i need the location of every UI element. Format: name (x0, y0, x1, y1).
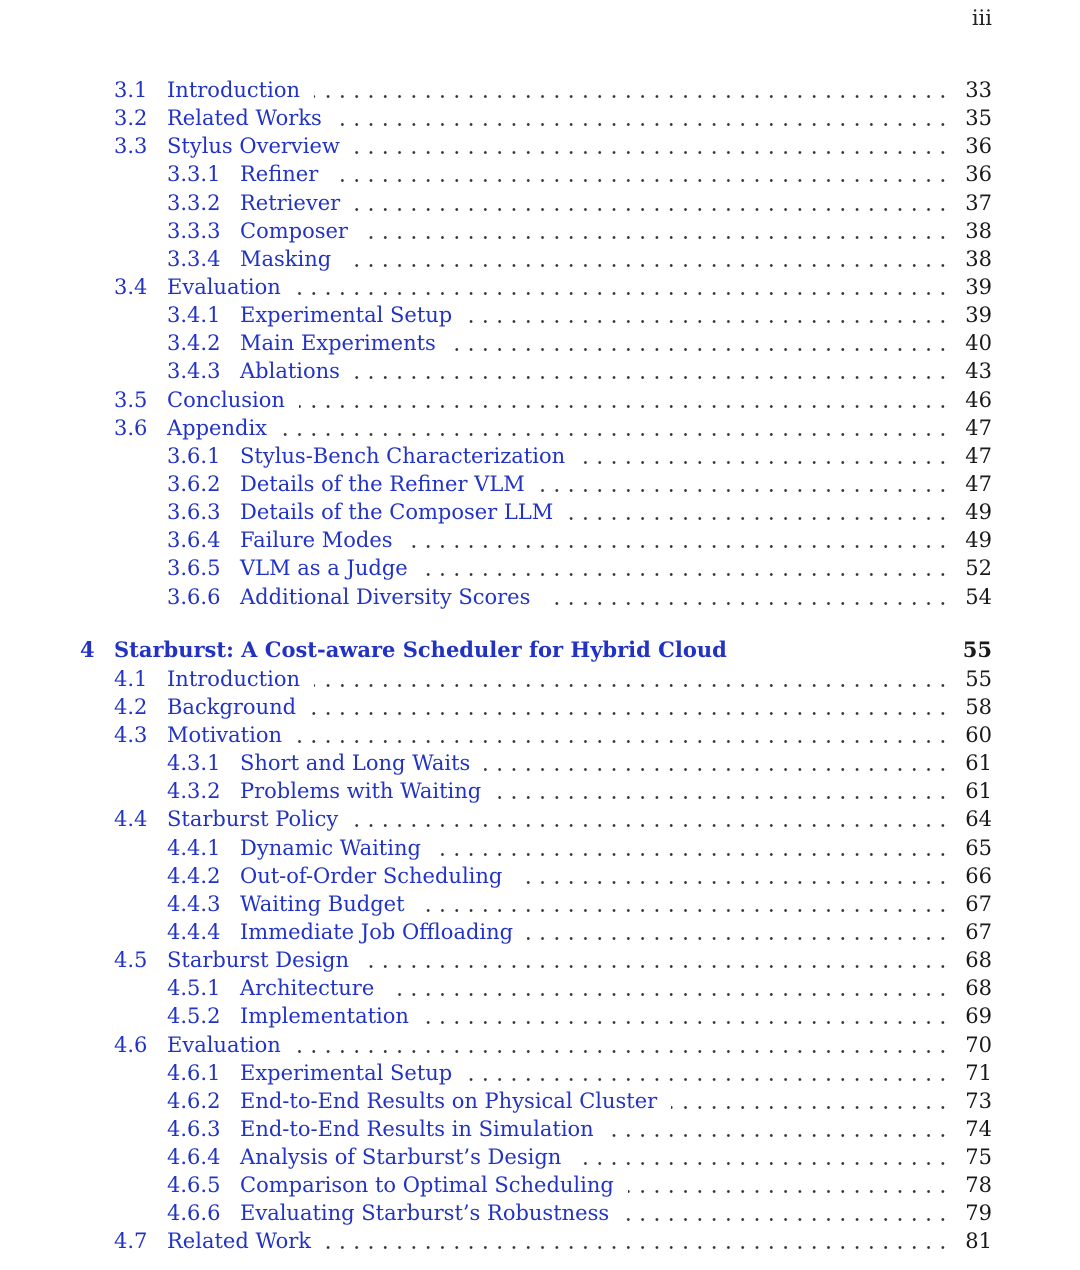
dot-leader (325, 1246, 950, 1249)
toc-entry-title[interactable]: Stylus-Bench Characterization (240, 443, 566, 468)
toc-entry-page: 69 (965, 1004, 992, 1029)
toc-entry-page: 60 (965, 722, 992, 747)
toc-entry-subsection[interactable] (0, 1171, 1080, 1199)
toc-entry-subsection[interactable] (0, 245, 1080, 273)
toc-entry-section[interactable] (0, 693, 1080, 721)
dot-leader (336, 123, 950, 126)
toc-entry-section[interactable] (0, 665, 1080, 693)
toc-entry-title[interactable]: Implementation (240, 1004, 409, 1029)
toc-entry-section[interactable] (0, 721, 1080, 749)
toc-entry-page: 47 (965, 443, 992, 468)
toc-entry-title[interactable]: Introduction (167, 666, 300, 691)
toc-entry-section[interactable] (0, 76, 1080, 104)
toc-entry-page: 73 (965, 1088, 992, 1113)
toc-entry-page: 67 (965, 919, 992, 944)
dot-leader (296, 740, 950, 743)
toc-entry-title[interactable]: Additional Diversity Scores (240, 584, 531, 609)
dot-leader (628, 1190, 950, 1193)
toc-entry-number[interactable]: 3.6 (114, 415, 148, 440)
toc-entry-page: 43 (965, 359, 992, 384)
dot-leader (354, 376, 950, 379)
toc-entry-page: 52 (965, 556, 992, 581)
toc-entry-page: 47 (965, 415, 992, 440)
toc-entry-title[interactable]: Immediate Job Offloading (240, 919, 514, 944)
toc-entry-title[interactable]: Starburst Policy (167, 807, 339, 832)
toc-entry-page: 79 (965, 1201, 992, 1226)
toc-entry-page: 37 (965, 190, 992, 215)
toc-entry-number[interactable]: 4.5.2 (167, 1004, 221, 1029)
dot-leader (295, 292, 950, 295)
toc-entry-page: 40 (965, 331, 992, 356)
toc-entry-title[interactable]: Out-of-Order Scheduling (240, 863, 503, 888)
toc-entry-page: 54 (965, 584, 992, 609)
toc-entry-section[interactable] (0, 946, 1080, 974)
toc-entry-chapter[interactable] (0, 635, 1080, 665)
toc-entry-number[interactable]: 4.3 (114, 722, 148, 747)
toc-entry-page: 64 (965, 807, 992, 832)
toc-entry-number[interactable]: 4.1 (114, 666, 148, 691)
toc-entry-subsection[interactable] (0, 862, 1080, 890)
toc-entry-subsection[interactable] (0, 526, 1080, 554)
dot-leader (539, 489, 950, 492)
toc-entry-title[interactable]: Failure Modes (240, 528, 393, 553)
toc-entry-subsection[interactable] (0, 834, 1080, 862)
toc-entry-title[interactable]: End-to-End Results in Simulation (240, 1116, 594, 1141)
toc-entry-number[interactable]: 3.4.3 (167, 359, 221, 384)
dot-leader (299, 405, 950, 408)
toc-entry-number[interactable]: 3.6.2 (167, 471, 221, 496)
dot-leader (407, 545, 950, 548)
dot-leader (362, 236, 950, 239)
toc-entry-title[interactable]: Main Experiments (240, 331, 436, 356)
dot-leader (314, 684, 950, 687)
toc-entry-number[interactable]: 4 (80, 636, 95, 662)
toc-entry-page: 61 (965, 779, 992, 804)
toc-entry-number[interactable]: 4.2 (114, 694, 148, 719)
toc-entry-title[interactable]: Masking (240, 246, 332, 271)
toc-entry-subsection[interactable] (0, 1087, 1080, 1115)
toc-entry-number[interactable]: 4.6.1 (167, 1060, 221, 1085)
table-of-contents (0, 76, 1080, 1256)
toc-entry-subsection[interactable] (0, 470, 1080, 498)
toc-entry-page: 38 (965, 218, 992, 243)
toc-entry-number[interactable]: 4.5 (114, 948, 148, 973)
toc-entry-title[interactable]: Evaluation (167, 1032, 281, 1057)
toc-entry-page: 47 (965, 471, 992, 496)
dot-leader (579, 461, 950, 464)
dot-leader (354, 208, 950, 211)
toc-entry-number[interactable]: 4.6.2 (167, 1088, 221, 1113)
toc-entry-page: 65 (965, 835, 992, 860)
dot-leader (516, 881, 950, 884)
page-number: iii (971, 6, 992, 30)
dot-leader (281, 433, 950, 436)
dot-leader (466, 1078, 950, 1081)
toc-entry-title[interactable]: Introduction (167, 78, 300, 102)
dot-leader (575, 1162, 950, 1165)
toc-entry-page: 78 (965, 1173, 992, 1198)
toc-entry-page: 81 (965, 1229, 992, 1254)
toc-entry-number[interactable]: 3.3 (114, 134, 148, 159)
toc-entry-subsection[interactable] (0, 160, 1080, 188)
toc-entry-number[interactable]: 4.4.4 (167, 919, 221, 944)
toc-entry-title[interactable]: Stylus Overview (167, 134, 340, 159)
toc-entry-subsection[interactable] (0, 749, 1080, 777)
toc-entry-number[interactable]: 3.6.4 (167, 528, 221, 553)
dot-leader (352, 824, 950, 827)
toc-entry-title[interactable]: Comparison to Optimal Scheduling (240, 1173, 614, 1198)
toc-entry-title[interactable]: End-to-End Results on Physical Cluster (240, 1088, 658, 1113)
toc-entry-title[interactable]: Retriever (240, 190, 341, 215)
toc-entry-number[interactable]: 3.5 (114, 387, 148, 412)
toc-entry-title[interactable]: Analysis of Starburst’s Design (240, 1145, 562, 1170)
dot-leader (608, 1134, 950, 1137)
toc-entry-page: 35 (965, 106, 992, 131)
dot-leader (435, 853, 950, 856)
dot-leader (423, 1021, 950, 1024)
toc-entry-page: 49 (965, 528, 992, 553)
dot-leader (310, 712, 950, 715)
toc-entry-title[interactable]: Experimental Setup (240, 303, 453, 328)
dot-leader (671, 1106, 950, 1109)
toc-entry-title[interactable]: Refiner (240, 162, 319, 187)
toc-entry-number[interactable]: 4.4 (114, 807, 148, 832)
toc-entry-page: 33 (965, 78, 992, 102)
toc-entry-number[interactable]: 3.3.4 (167, 246, 221, 271)
toc-entry-title[interactable]: Details of the Composer LLM (240, 500, 554, 525)
toc-entry-section[interactable] (0, 104, 1080, 132)
toc-entry-number[interactable]: 3.3.2 (167, 190, 221, 215)
toc-entry-page: 55 (965, 666, 992, 691)
toc-entry-number[interactable]: 3.2 (114, 106, 148, 131)
toc-entry-page: 58 (965, 694, 992, 719)
toc-entry-title[interactable]: Related Works (167, 106, 322, 131)
toc-entry-number[interactable]: 4.3.1 (167, 751, 221, 776)
toc-entry-section[interactable] (0, 805, 1080, 833)
toc-entry-section[interactable] (0, 1031, 1080, 1059)
toc-entry-number[interactable]: 3.4 (114, 274, 148, 299)
toc-entry-page: 36 (965, 162, 992, 187)
toc-entry-title[interactable]: Architecture (240, 976, 375, 1001)
toc-entry-title[interactable]: Dynamic Waiting (240, 835, 421, 860)
toc-entry-number[interactable]: 4.6.4 (167, 1145, 221, 1170)
toc-entry-page: 61 (965, 751, 992, 776)
toc-entry-number[interactable]: 4.6 (114, 1032, 148, 1057)
toc-entry-number[interactable]: 3.6.6 (167, 584, 221, 609)
toc-entry-section[interactable] (0, 132, 1080, 160)
toc-entry-section[interactable] (0, 1227, 1080, 1255)
toc-entry-number[interactable]: 4.4.1 (167, 835, 221, 860)
chapter-gap (0, 611, 1080, 635)
toc-entry-page: 71 (965, 1060, 992, 1085)
toc-entry-title[interactable]: Starburst: A Cost-aware Scheduler for Hybrid Cloud (114, 636, 727, 662)
toc-entry-page: 70 (965, 1032, 992, 1057)
toc-entry-number[interactable]: 4.4.3 (167, 891, 221, 916)
dot-leader (295, 1050, 950, 1053)
toc-entry-page: 38 (965, 246, 992, 271)
dot-leader (544, 602, 950, 605)
dot-leader (363, 965, 950, 968)
dot-leader (484, 768, 950, 771)
toc-entry-number[interactable]: 4.6.5 (167, 1173, 221, 1198)
toc-entry-number[interactable]: 3.6.1 (167, 443, 221, 468)
toc-entry-title[interactable]: Evaluation (167, 274, 281, 299)
toc-entry-page: 68 (965, 948, 992, 973)
toc-entry-page: 67 (965, 891, 992, 916)
toc-entry-title[interactable]: Short and Long Waits (240, 751, 471, 776)
toc-entry-number[interactable]: 3.1 (114, 78, 148, 102)
toc-entry-number[interactable]: 3.4.2 (167, 331, 221, 356)
toc-entry-subsection[interactable] (0, 554, 1080, 582)
toc-entry-title[interactable]: Problems with Waiting (240, 779, 482, 804)
toc-entry-subsection[interactable] (0, 583, 1080, 611)
dot-leader (332, 179, 950, 182)
toc-entry-title[interactable]: Conclusion (167, 387, 285, 412)
toc-entry-page: 46 (965, 387, 992, 412)
toc-entry-subsection[interactable] (0, 498, 1080, 526)
toc-entry-section[interactable] (0, 273, 1080, 301)
toc-entry-subsection[interactable] (0, 974, 1080, 1002)
toc-entry-page: 39 (965, 303, 992, 328)
toc-entry-page: 36 (965, 134, 992, 159)
toc-entry-subsection[interactable] (0, 918, 1080, 946)
toc-entry-title[interactable]: Background (167, 694, 297, 719)
toc-entry-number[interactable]: 3.6.5 (167, 556, 221, 581)
toc-entry-title[interactable]: Starburst Design (167, 948, 350, 973)
dot-leader (527, 937, 950, 940)
toc-entry-number[interactable]: 3.6.3 (167, 500, 221, 525)
dot-leader (450, 348, 950, 351)
toc-entry-number[interactable]: 4.6.3 (167, 1116, 221, 1141)
toc-entry-subsection[interactable] (0, 1059, 1080, 1087)
toc-entry-title[interactable]: Waiting Budget (240, 891, 405, 916)
toc-entry-number[interactable]: 3.3.1 (167, 162, 221, 187)
toc-entry-title[interactable]: Ablations (240, 359, 340, 384)
dot-leader (623, 1218, 950, 1221)
toc-entry-subsection[interactable] (0, 357, 1080, 385)
toc-entry-subsection[interactable] (0, 1199, 1080, 1227)
toc-entry-subsection[interactable] (0, 301, 1080, 329)
dot-leader (466, 320, 950, 323)
toc-entry-page: 39 (965, 274, 992, 299)
toc-entry-subsection[interactable] (0, 329, 1080, 357)
dot-leader (345, 264, 950, 267)
toc-entry-subsection[interactable] (0, 442, 1080, 470)
dot-leader (422, 573, 950, 576)
toc-entry-number[interactable]: 4.4.2 (167, 863, 221, 888)
dot-leader (419, 909, 950, 912)
toc-entry-number[interactable]: 3.4.1 (167, 303, 221, 328)
dot-leader (314, 95, 950, 98)
toc-entry-subsection[interactable] (0, 217, 1080, 245)
dot-leader (388, 993, 950, 996)
toc-entry-number[interactable]: 4.6.6 (167, 1201, 221, 1226)
dot-leader (354, 151, 950, 154)
toc-entry-title[interactable]: Details of the Refiner VLM (240, 471, 525, 496)
toc-entry-title[interactable]: Appendix (167, 415, 268, 440)
toc-entry-title[interactable]: Composer (240, 218, 348, 243)
toc-entry-section[interactable] (0, 414, 1080, 442)
toc-entry-page: 49 (965, 500, 992, 525)
toc-entry-subsection[interactable] (0, 1115, 1080, 1143)
toc-entry-page: 66 (965, 863, 992, 888)
toc-entry-title[interactable]: Evaluating Starburst’s Robustness (240, 1201, 610, 1226)
toc-entry-page: 68 (965, 976, 992, 1001)
toc-entry-title[interactable]: Motivation (167, 722, 283, 747)
toc-entry-subsection[interactable] (0, 777, 1080, 805)
toc-entry-subsection[interactable] (0, 1143, 1080, 1171)
toc-entry-number[interactable]: 4.3.2 (167, 779, 221, 804)
toc-entry-page: 75 (965, 1145, 992, 1170)
toc-entry-subsection[interactable] (0, 890, 1080, 918)
toc-entry-title[interactable]: Experimental Setup (240, 1060, 453, 1085)
toc-entry-section[interactable] (0, 386, 1080, 414)
toc-entry-title[interactable]: Related Work (167, 1229, 312, 1254)
toc-entry-number[interactable]: 4.5.1 (167, 976, 221, 1001)
toc-entry-page: 74 (965, 1116, 992, 1141)
dot-leader (567, 517, 950, 520)
toc-entry-subsection[interactable] (0, 1002, 1080, 1030)
toc-entry-page: 55 (962, 636, 992, 662)
toc-entry-number[interactable]: 4.7 (114, 1229, 148, 1254)
dot-leader (495, 796, 950, 799)
toc-entry-number[interactable]: 3.3.3 (167, 218, 221, 243)
toc-entry-subsection[interactable] (0, 189, 1080, 217)
toc-entry-title[interactable]: VLM as a Judge (240, 556, 408, 581)
